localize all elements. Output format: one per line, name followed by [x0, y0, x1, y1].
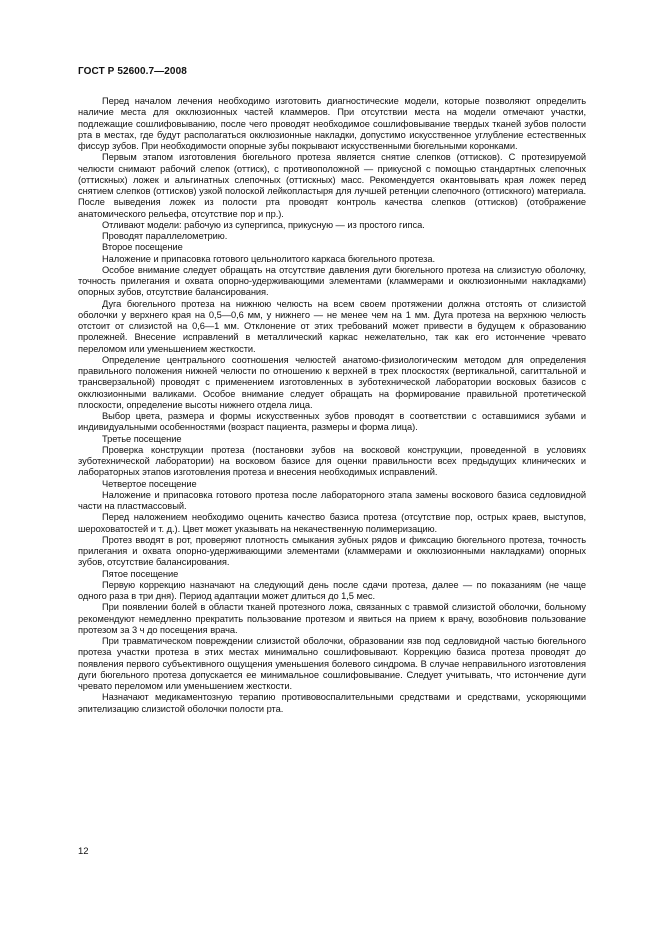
- heading-third-visit: Третье посещение: [102, 433, 182, 444]
- paragraph-cast-models: Отливают модели: рабочую из супергипса, прикусную — из простого гипса.: [102, 219, 425, 230]
- heading-second-visit: Второе посещение: [102, 242, 183, 253]
- paragraph-arch-clearance: Дуга бюгельного протеза на нижнюю челюсть на всем своем протяжении должна отстоять от слизистой оболочки у верхнего края на 0,5—0,6 мм, у нижнего — не менее чем на 1 мм. Дуга протеза на верхнюю челюсть отстоит от слизистой на 0,6—1 мм. Отклонение от этих требований может привести в будущем к образованию пролежней. Внесение исправлений в металлический каркас нежелательно, так как его истончение чревато переломом или уменьшением жесткости.: [78, 298, 586, 354]
- paragraph-denture-insertion: Протез вводят в рот, проверяют плотность смыкания зубных рядов и фиксацию бюгельного протеза, точность прилегания и охвата опорно-удерживающими элементами (кламмерами и окклюзионными накладками) опорных зубов, отсутствие балансирования.: [78, 534, 586, 568]
- paragraph-pain: При появлении болей в области тканей протезного ложа, связанных с травмой слизистой оболочки, больному рекомендуют немедленно прекратить пользование протезом и явиться на прием к врачу, возобновив пользование протезом за 3 ч до посещения врача.: [78, 602, 586, 635]
- paragraph-frame-fitting: Наложение и припасовка готового цельнолитого каркаса бюгельного протеза.: [102, 253, 435, 264]
- paragraph-special-attention: Особое внимание следует обращать на отсутствие давления дуги бюгельного протеза на слизистую оболочку, точность прилегания и охвата опорно-удерживающими элементами (кламмерами и окклюзионными накладками) опорных зубов, отсутствие балансирования.: [78, 264, 586, 298]
- paragraph-teeth-selection: Выбор цвета, размера и формы искусственных зубов проводят в соответствии с оставшимися зубами и индивидуальными особенностями (возраст пациента, размеры и форма лица).: [78, 411, 586, 433]
- paragraph-parallelometry: Проводят параллелометрию.: [102, 231, 228, 241]
- document-header: ГОСТ Р 52600.7—2008: [78, 66, 187, 77]
- paragraph-diagnostic-models: Перед началом лечения необходимо изготовить диагностические модели, которые позволяют определить наличие места для окклюзионных частей кламмеров. При отсутствии места на модели отмечают участки, подлежащие сошлифовыванию, после чего проводят необходимое сошлифовывание твердых тканей зубов полости рта в местах, где будут располагаться окклюзионные накладки, допустимо искусственное углубление естественных фиссур зубов. При необходимости опорные зубы покрывают искусственными бюгельными коронками.: [78, 96, 586, 151]
- paragraph-first-correction: Первую коррекцию назначают на следующий день после сдачи протеза, далее — по показаниям (не чаще одного раза в три дня). Период адаптации может длиться до 1,5 мес.: [78, 579, 586, 601]
- heading-fifth-visit: Пятое посещение: [102, 568, 179, 579]
- paragraph-construction-check: Проверка конструкции протеза (постановки зубов на восковой конструкции, проведенной в условиях зуботехнической лаборатории) на восковом базисе для оценки правильности всех предыдущих клинических и лабораторных этапов изготовления протеза и внесения необходимых исправлений.: [78, 444, 586, 478]
- paragraph-medication: Назначают медикаментозную терапию противовоспалительными средствами и средствами, ускоряющими эпителизацию слизистой оболочки полости рта.: [78, 692, 586, 714]
- heading-fourth-visit: Четвертое посещение: [102, 478, 197, 489]
- page-number: 12: [78, 846, 89, 857]
- paragraph-base-quality: Перед наложением необходимо оценить качество базиса протеза (отсутствие пор, острых краев, выступов, шероховатостей и т. д.). Цвет может указывать на некачественную полимеризацию.: [78, 512, 586, 534]
- paragraph-denture-fitting: Наложение и припасовка готового протеза после лабораторного этапа замены воскового базиса седловидной части на пластмассовый.: [78, 489, 586, 511]
- document-body: [78, 96, 586, 715]
- paragraph-central-relation: Определение центрального соотношения челюстей анатомо-физиологическим методом для определения правильного положения нижней челюсти по отношению к верхней в трех плоскостях (вертикальной, сагиттальной и трансверзальной) проводят с применением изготовленных в зуботехнической лаборатории восковых базисов с окклюзионными валиками. Особое внимание следует обращать на формирование правильной протетической плоскости, определение высоты нижнего отдела лица.: [78, 354, 586, 410]
- paragraph-mucosa-injury: При травматическом повреждении слизистой оболочки, образовании язв под седловидной частью бюгельного протеза участки протеза в этих местах минимально сошлифовывают. Коррекцию базиса протеза проводят до появления первого субъективного ощущения уменьшения болевого синдрома. В случае неправильного изготовления дуги бюгельного протеза допускается ее минимальное сошлифовывание. Следует учитывать, что истончение дуги чревато переломом или уменьшением жесткости.: [78, 636, 586, 691]
- paragraph-impressions: Первым этапом изготовления бюгельного протеза является снятие слепков (оттисков). С протезируемой челюсти снимают рабочий слепок (оттиск), с противоположной — прикусной с помощью стандартных слепочных (оттискных) ложек и альгинатных слепочных (оттискных) масс. Рекомендуется окантовывать края ложек перед снятием слепков (оттисков) узкой полоской лейкопластыря для лучшей ретенции слепочного (оттискного) материала. После выведения ложек из полости рта проводят контроль качества слепков (оттисков) (отображение анатомического рельефа, отсутствие пор и пр.).: [78, 152, 586, 219]
